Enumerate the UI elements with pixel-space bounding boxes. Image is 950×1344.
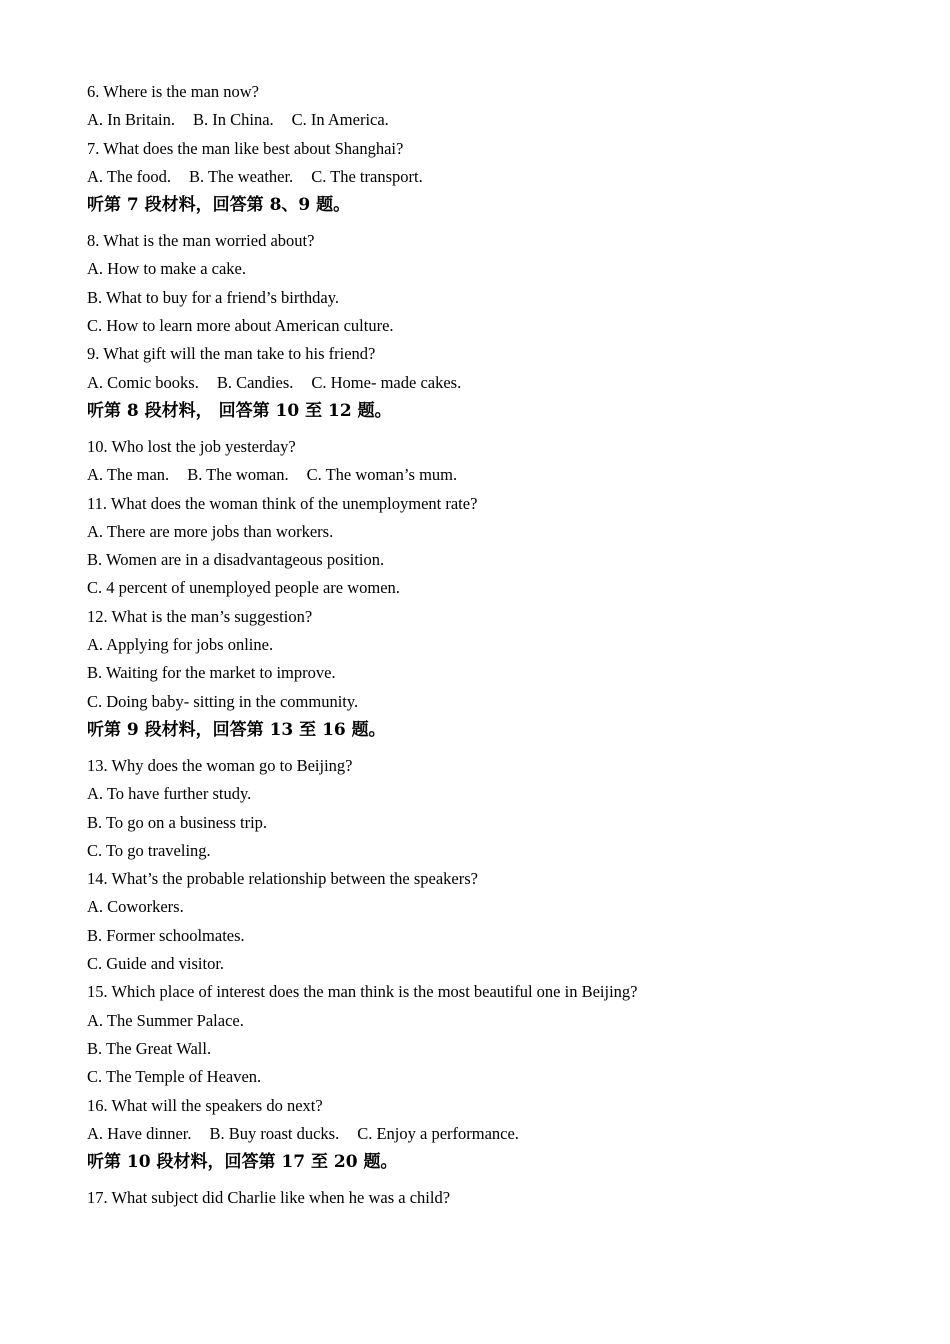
option-c: C. The woman’s mum.	[306, 465, 458, 485]
question-9: 9. What gift will the man take to his friend?	[87, 344, 376, 364]
question-9-options	[87, 369, 887, 397]
section-heading-10: 听第 10 段材料，回答第 17 至 20 题。	[87, 1152, 398, 1173]
question-12: 12. What is the man’s suggestion?	[87, 606, 313, 626]
exam-page	[87, 78, 887, 1212]
option-b: B. To go on a business trip.	[87, 812, 268, 832]
option-b: B. Former schoolmates.	[87, 925, 245, 945]
option-a: A. There are more jobs than workers.	[87, 521, 334, 541]
section-heading-9: 听第 9 段材料，回答第 13 至 16 题。	[87, 719, 386, 740]
option-a: A. The man.	[87, 465, 170, 485]
option-c: C. To go traveling.	[87, 840, 211, 860]
option-b: B. What to buy for a friend’s birthday.	[87, 287, 340, 307]
option-c: C. 4 percent of unemployed people are women.	[87, 578, 400, 598]
section-heading-8: 听第 8 段材料， 回答第 10 至 12 题。	[87, 400, 392, 421]
option-c: C. How to learn more about American culture.	[87, 316, 394, 336]
option-a: A. Coworkers.	[87, 897, 184, 917]
option-b: B. In China.	[193, 110, 274, 130]
question-11: 11. What does the woman think of the unemployment rate?	[87, 493, 478, 513]
question-15: 15. Which place of interest does the man think is the most beautiful one in Beijing?	[87, 982, 638, 1002]
option-c: C. Doing baby- sitting in the community.	[87, 691, 359, 711]
question-10-options	[87, 461, 887, 489]
section-heading-7: 听第 7 段材料，回答第 8、9 题。	[87, 195, 351, 216]
option-c: C. Home- made cakes.	[311, 372, 462, 392]
option-a: A. The food.	[87, 166, 172, 186]
option-b: B. Buy roast ducks.	[209, 1123, 340, 1143]
option-a: A. In Britain.	[87, 110, 175, 130]
question-6: 6. Where is the man now?	[87, 82, 259, 101]
question-8: 8. What is the man worried about?	[87, 231, 315, 251]
question-6-options	[87, 106, 887, 134]
option-c: C. In America.	[291, 110, 389, 130]
option-a: A. Applying for jobs online.	[87, 635, 274, 655]
option-b: B. Candies.	[216, 372, 294, 392]
option-a: A. The Summer Palace.	[87, 1010, 244, 1030]
option-b: B. The woman.	[187, 465, 289, 485]
option-b: B. Women are in a disadvantageous position.	[87, 550, 385, 570]
question-7-options	[87, 163, 887, 191]
question-17: 17. What subject did Charlie like when he was a child?	[87, 1188, 451, 1208]
option-a: A. To have further study.	[87, 784, 252, 804]
option-b: B. The weather.	[189, 166, 294, 186]
question-16: 16. What will the speakers do next?	[87, 1095, 323, 1115]
question-14: 14. What’s the probable relationship between the speakers?	[87, 869, 478, 889]
option-a: A. How to make a cake.	[87, 259, 246, 279]
option-c: C. The Temple of Heaven.	[87, 1067, 262, 1087]
question-7: 7. What does the man like best about Shanghai?	[87, 138, 404, 158]
option-c: C. Enjoy a performance.	[357, 1123, 519, 1143]
option-c: C. The transport.	[311, 166, 423, 186]
question-13: 13. Why does the woman go to Beijing?	[87, 755, 353, 775]
option-b: B. The Great Wall.	[87, 1038, 212, 1058]
option-a: A. Comic books.	[87, 372, 199, 392]
question-16-options	[87, 1120, 887, 1148]
option-c: C. Guide and visitor.	[87, 954, 225, 974]
option-b: B. Waiting for the market to improve.	[87, 663, 336, 683]
option-a: A. Have dinner.	[87, 1123, 192, 1143]
question-10: 10. Who lost the job yesterday?	[87, 436, 296, 456]
